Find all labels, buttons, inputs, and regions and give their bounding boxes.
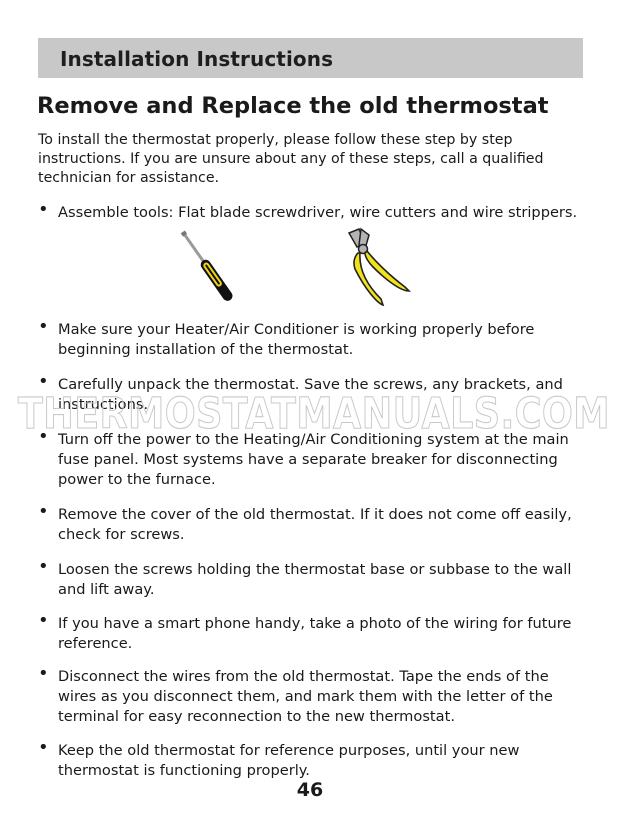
page-number: 46 bbox=[296, 779, 324, 801]
section-title: Installation Instructions bbox=[60, 47, 334, 71]
step-text: Loosen the screws holding the thermostat base or subbase to the wall and lift away. bbox=[58, 561, 572, 598]
screwdriver-shaft bbox=[183, 233, 205, 263]
bullet-icon: • bbox=[38, 556, 49, 577]
intro-paragraph: To install the thermostat properly, please follow these step by step instructions. If you are unsure about any of these steps, call a qualified technician for assistance. bbox=[38, 132, 544, 186]
bullet-icon: • bbox=[38, 199, 49, 220]
bullet-icon: • bbox=[38, 663, 49, 684]
step-text: Keep the old thermostat for reference purposes, until your new thermostat is functioning properly. bbox=[58, 742, 520, 779]
step-text: Make sure your Heater/Air Conditioner is working properly before beginning installation of the thermostat. bbox=[58, 321, 535, 358]
bullet-icon: • bbox=[38, 316, 49, 337]
bullet-icon: • bbox=[38, 501, 49, 522]
bullet-icon: • bbox=[38, 371, 49, 392]
step-text: Assemble tools: Flat blade screwdriver, wire cutters and wire strippers. bbox=[58, 204, 578, 221]
watermark-text: THERMOSTATMANUALS.COM bbox=[18, 390, 610, 436]
pliers-handle-right bbox=[365, 251, 409, 291]
screwdriver-icon bbox=[176, 228, 240, 308]
bullet-icon: • bbox=[38, 737, 49, 758]
step-text: Turn off the power to the Heating/Air Conditioning system at the main fuse panel. Most systems have a separate breaker for disconnecting power to the furnace. bbox=[58, 431, 569, 488]
step-text: Disconnect the wires from the old thermostat. Tape the ends of the wires as you disconnect them, and mark them with the letter of the terminal for easy reconnection to the new thermostat. bbox=[58, 668, 553, 725]
step-text: Carefully unpack the thermostat. Save the screws, any brackets, and instructions. bbox=[58, 376, 563, 413]
pliers-icon bbox=[343, 227, 415, 309]
step-text: If you have a smart phone handy, take a photo of the wiring for future reference. bbox=[58, 615, 572, 652]
step-text: Remove the cover of the old thermostat. If it does not come off easily, check for screws. bbox=[58, 506, 572, 543]
section-header-bar bbox=[38, 38, 583, 78]
bullet-icon: • bbox=[38, 610, 49, 631]
page-title: Remove and Replace the old thermostat bbox=[37, 93, 549, 119]
bullet-icon: • bbox=[38, 426, 49, 447]
